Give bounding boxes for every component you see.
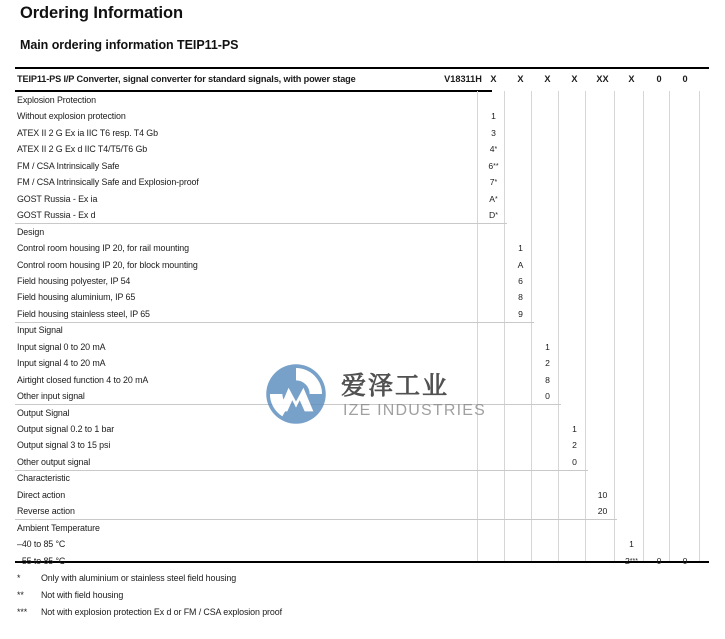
option-label: Without explosion protection — [17, 111, 126, 122]
option-code: A — [517, 259, 524, 270]
option-label: Input signal 4 to 20 mA — [17, 358, 106, 369]
header-column-1: X — [490, 74, 497, 84]
option-code: 2*** — [625, 555, 638, 566]
footnote-row — [15, 589, 515, 606]
option-code: 2 — [572, 440, 577, 451]
section-name: Output Signal — [17, 407, 70, 418]
option-row — [15, 192, 709, 208]
option-row — [15, 175, 709, 191]
option-code: 8 — [518, 292, 523, 303]
option-label: Reverse action — [17, 506, 75, 517]
section-heading-row — [15, 471, 709, 487]
option-label: Direct action — [17, 489, 66, 500]
section-name: Input Signal — [17, 325, 63, 336]
option-label: ATEX II 2 G Ex ia IIC T6 resp. T4 Gb — [17, 127, 158, 138]
watermark-cn-text: 爱泽工业 — [341, 371, 450, 400]
option-row — [15, 422, 709, 438]
option-row — [15, 504, 709, 520]
option-row — [15, 159, 709, 175]
header-column-4: X — [571, 74, 578, 84]
option-row — [15, 208, 709, 224]
option-code: 20 — [597, 506, 608, 517]
option-code: 1 — [545, 341, 550, 352]
option-label: Other output signal — [17, 456, 91, 467]
option-code: 9 — [518, 308, 523, 319]
page-title: Ordering Information — [20, 4, 184, 22]
footnote-text: Not with explosion protection Ex d or FM / CSA explosion proof — [41, 607, 282, 617]
option-label: Output signal 0.2 to 1 bar — [17, 424, 115, 434]
option-label: Field housing stainless steel, IP 65 — [17, 308, 150, 319]
footnotes — [15, 572, 515, 623]
option-code: 8 — [545, 374, 550, 385]
footnote-text: Not with field housing — [41, 590, 124, 600]
footnote-marker: * — [17, 573, 21, 583]
option-extra-code: 0 — [682, 555, 688, 566]
option-row — [15, 109, 709, 125]
option-label: ATEX II 2 G Ex d IIC T4/T5/T6 Gb — [17, 144, 148, 155]
option-row — [15, 307, 709, 323]
header-column-5: XX — [596, 74, 609, 84]
table-header-row — [15, 69, 709, 91]
footnote-row — [15, 572, 515, 589]
header-column-2: X — [517, 74, 524, 84]
section-heading-row — [15, 406, 709, 422]
option-code: 0 — [572, 456, 577, 467]
option-label: GOST Russia - Ex d — [17, 210, 96, 221]
section-name: Explosion Protection — [17, 95, 96, 105]
option-row — [15, 356, 709, 372]
option-code: 1 — [629, 539, 634, 550]
option-row — [15, 537, 709, 553]
option-label: Field housing polyester, IP 54 — [17, 275, 131, 286]
option-row — [15, 241, 709, 257]
option-extra-code: 0 — [656, 555, 662, 566]
option-code: 1 — [491, 111, 496, 122]
header-column-8: 0 — [682, 74, 688, 84]
option-label: Input signal 0 to 20 mA — [17, 341, 106, 352]
section-heading-row — [15, 225, 709, 241]
section-heading-row — [15, 323, 709, 339]
option-row — [15, 438, 709, 454]
option-code: 6** — [488, 160, 499, 171]
option-label: Other input signal — [17, 391, 85, 402]
section-heading-row — [15, 93, 709, 109]
option-row — [15, 258, 709, 274]
option-row — [15, 488, 709, 504]
option-label: Control room housing IP 20, for block mounting — [17, 259, 198, 270]
option-code: 4* — [489, 144, 498, 155]
header-code: V18311H — [444, 74, 482, 84]
option-row — [15, 274, 709, 290]
option-label: Field housing aluminium, IP 65 — [17, 292, 136, 303]
option-code: 1 — [518, 243, 523, 254]
footnote-row — [15, 606, 515, 623]
option-code: D* — [489, 210, 498, 221]
section-name: Ambient Temperature — [17, 522, 100, 533]
ordering-table — [15, 67, 709, 566]
footnote-text: Only with aluminium or stainless steel field housing — [41, 573, 237, 583]
section-name: Design — [17, 226, 45, 237]
header-column-3: X — [544, 74, 551, 84]
header-column-7: 0 — [656, 74, 662, 84]
header-column-6: X — [628, 74, 635, 84]
option-code: 7* — [489, 177, 498, 188]
option-code: 1 — [572, 424, 577, 434]
watermark-en-text: IZE INDUSTRIES — [343, 402, 487, 419]
option-code: 3 — [491, 127, 496, 138]
option-label: GOST Russia - Ex ia — [17, 193, 98, 204]
option-label: FM / CSA Intrinsically Safe and Explosion-proof — [17, 177, 199, 188]
option-label: –40 to 85 °C — [17, 539, 66, 550]
option-label: –55 to 85 °C — [17, 555, 66, 566]
option-row — [15, 126, 709, 142]
option-code: 6 — [518, 275, 523, 286]
option-label: Control room housing IP 20, for rail mounting — [17, 243, 189, 254]
option-row — [15, 455, 709, 471]
option-row — [15, 340, 709, 356]
option-row — [15, 142, 709, 158]
option-label: Output signal 3 to 15 psi — [17, 440, 111, 451]
option-code: A* — [489, 193, 498, 204]
option-row — [15, 373, 709, 389]
option-label: Airtight closed function 4 to 20 mA — [17, 374, 149, 385]
option-row — [15, 290, 709, 306]
option-label: FM / CSA Intrinsically Safe — [17, 160, 120, 171]
option-row — [15, 554, 709, 570]
section-name: Characteristic — [17, 473, 70, 484]
option-code: 2 — [545, 358, 550, 369]
section-title: Main ordering information TEIP11-PS — [20, 38, 239, 52]
footnote-marker: ** — [17, 590, 24, 600]
section-heading-row — [15, 521, 709, 537]
table-body — [15, 91, 709, 566]
option-code: 0 — [545, 391, 550, 402]
option-row — [15, 389, 709, 405]
header-product-label: TEIP11-PS I/P Converter, signal converter for standard signals, with power stage — [17, 74, 356, 84]
footnote-marker: *** — [17, 607, 28, 617]
option-code: 10 — [597, 489, 608, 500]
